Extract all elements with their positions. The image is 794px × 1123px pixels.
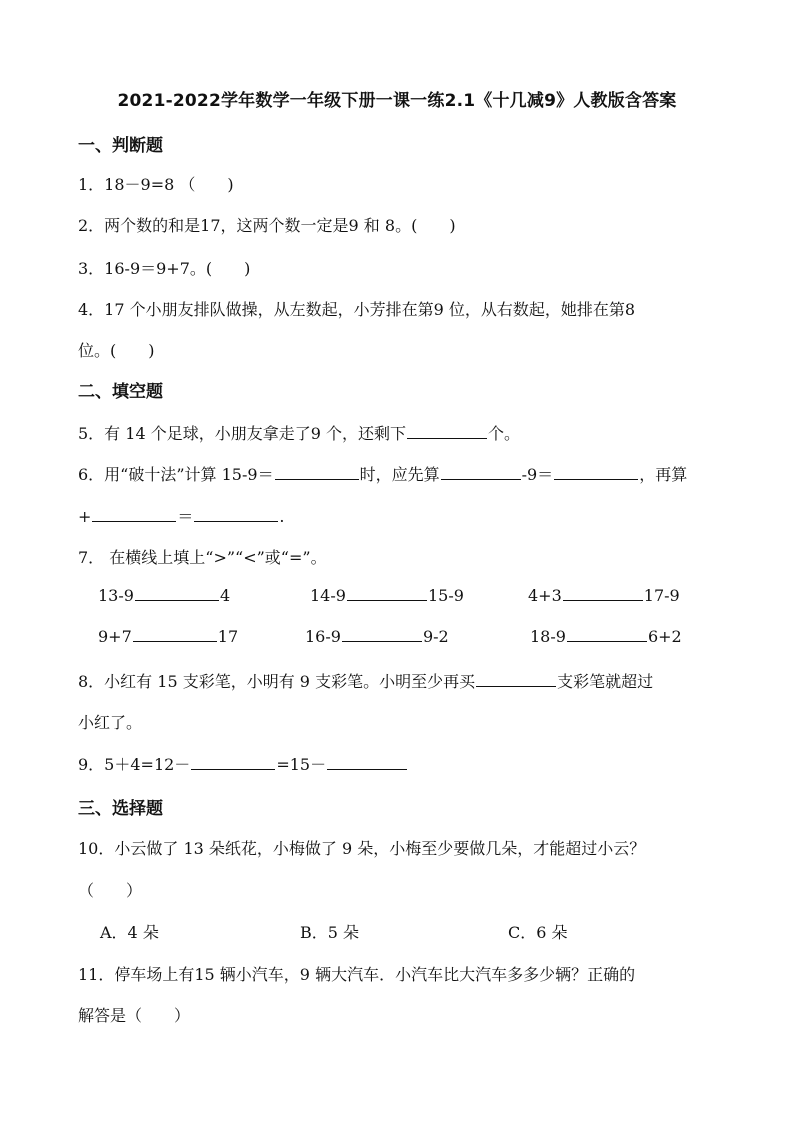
option-a[interactable]: A．4 朵 (100, 923, 159, 942)
question-6-text: 6．用“破十法”计算 15-9＝ (78, 465, 274, 484)
answer-blank[interactable] (567, 627, 647, 642)
answer-blank[interactable] (327, 755, 407, 770)
compare-left: 9+7 (98, 627, 132, 646)
question-9 (78, 752, 408, 775)
compare-item (310, 586, 464, 605)
equals-sign: ＝ (177, 507, 194, 526)
option-b[interactable]: B．5 朵 (300, 923, 360, 942)
compare-item (528, 586, 680, 605)
compare-right: 17-9 (643, 586, 680, 605)
question-10-paren: （ ） (78, 881, 143, 900)
answer-blank[interactable] (476, 672, 556, 687)
compare-left: 16-9 (305, 627, 341, 646)
compare-right: 9-2 (422, 627, 449, 646)
answer-blank[interactable] (347, 586, 427, 601)
question-8-text: 8．小红有 15 支彩笔，小明有 9 支彩笔。小明至少再买 (78, 672, 476, 691)
answer-blank[interactable] (194, 507, 278, 522)
question-6-line-1 (78, 462, 687, 485)
answer-blank[interactable] (191, 755, 275, 770)
compare-right: 17 (217, 627, 239, 646)
question-9-text: 9．5＋4=12－ (78, 755, 191, 774)
question-6-line-2 (78, 504, 285, 527)
section-fill-in: 二、填空题 (78, 382, 163, 402)
answer-blank[interactable] (135, 586, 219, 601)
answer-blank[interactable] (133, 627, 217, 642)
section-multiple-choice: 三、选择题 (78, 799, 163, 819)
compare-right: 15-9 (427, 586, 464, 605)
question-2: 2．两个数的和是17，这两个数一定是9 和 8。( ) (78, 216, 456, 235)
question-6-text-3: -9＝ (521, 465, 554, 484)
compare-item (98, 586, 230, 605)
answer-blank[interactable] (441, 465, 521, 480)
compare-right: 4 (219, 586, 231, 605)
question-1: 1．18－9=8 （ ) (78, 175, 234, 194)
compare-item (98, 627, 238, 646)
compare-left: 18-9 (530, 627, 566, 646)
question-9-text-2: =15－ (276, 755, 327, 774)
question-8-line-1 (78, 669, 653, 692)
question-4-line-1: 4．17 个小朋友排队做操，从左数起，小芳排在第9 位，从右数起，她排在第8 (78, 300, 636, 319)
question-8-line-2: 小红了。 (78, 713, 143, 732)
question-3: 3．16-9＝9+7。( ) (78, 259, 251, 278)
answer-blank[interactable] (275, 465, 359, 480)
question-6-text-4: ，再算 (639, 465, 688, 484)
question-11-line-2: 解答是（ ） (78, 1006, 191, 1025)
question-5-text: 5．有 14 个足球，小朋友拿走了9 个，还剩下 (78, 424, 406, 443)
plus-sign: + (78, 507, 92, 526)
question-6-text-2: 时，应先算 (359, 465, 440, 484)
answer-blank[interactable] (342, 627, 422, 642)
question-10: 10．小云做了 13 朵纸花，小梅做了 9 朵，小梅至少要做几朵，才能超过小云？ (78, 839, 646, 858)
question-11-line-1: 11．停车场上有15 辆小汽车，9 辆大汽车．小汽车比大汽车多多少辆？正确的 (78, 965, 636, 984)
section-true-false: 一、判断题 (78, 136, 163, 156)
question-8-text-2: 支彩笔就超过 (557, 672, 654, 691)
option-c[interactable]: C．6 朵 (508, 923, 568, 942)
compare-item (530, 627, 682, 646)
question-5 (78, 421, 520, 444)
compare-left: 4+3 (528, 586, 562, 605)
compare-left: 14-9 (310, 586, 346, 605)
answer-blank[interactable] (92, 507, 176, 522)
page-title: 2021-2022学年数学一年级下册一课一练2.1《十几减9》人教版含答案 (117, 91, 677, 111)
period: . (279, 507, 285, 526)
compare-item (305, 627, 449, 646)
question-5-unit: 个。 (487, 424, 520, 443)
compare-left: 13-9 (98, 586, 134, 605)
question-4-line-2: 位。( ) (78, 341, 155, 360)
question-7: 7． 在横线上填上“>”“<”或“=”。 (78, 548, 327, 567)
answer-blank[interactable] (407, 424, 487, 439)
compare-right: 6+2 (647, 627, 682, 646)
answer-blank[interactable] (554, 465, 638, 480)
answer-blank[interactable] (563, 586, 643, 601)
